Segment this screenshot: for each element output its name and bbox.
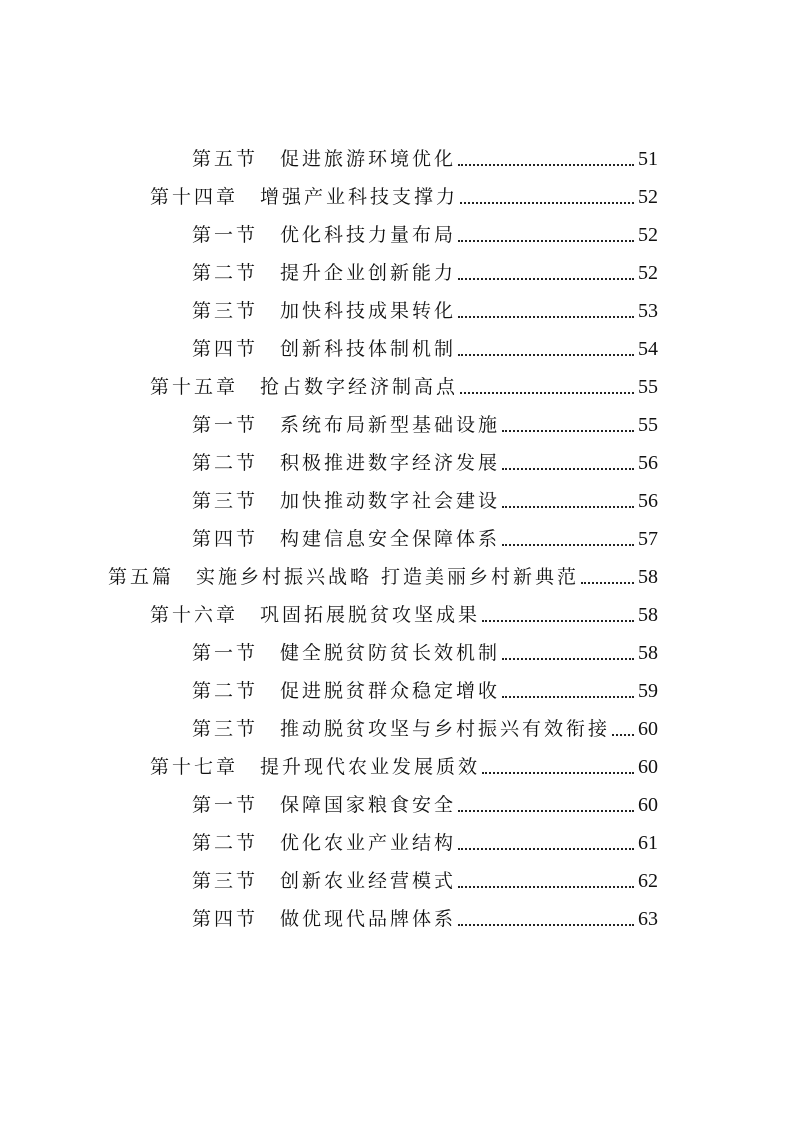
toc-entry[interactable] — [150, 752, 658, 782]
toc-entry-number: 第四节 — [192, 908, 259, 930]
dot-leader — [502, 544, 634, 546]
toc-entry-page: 54 — [638, 338, 658, 360]
toc-entry-number: 第三节 — [192, 300, 259, 322]
toc-entry-title: 促进脱贫群众稳定增收 — [280, 680, 501, 702]
toc-entry-title: 创新农业经营模式 — [280, 870, 457, 892]
toc-entry-page: 52 — [638, 186, 658, 208]
toc-entry-title: 提升现代农业发展质效 — [260, 756, 481, 778]
toc-entry-title: 增强产业科技支撑力 — [260, 186, 459, 208]
toc-entry[interactable] — [192, 410, 658, 440]
toc-entry-number: 第四节 — [192, 338, 259, 360]
dot-leader — [458, 164, 634, 166]
toc-entry-number: 第三节 — [192, 490, 259, 512]
toc-entry[interactable] — [150, 372, 658, 402]
toc-entry-page: 58 — [638, 642, 658, 664]
dot-leader — [482, 772, 634, 774]
toc-entry[interactable] — [192, 904, 658, 934]
dot-leader — [502, 430, 634, 432]
toc-entry-number: 第五节 — [192, 148, 259, 170]
toc-entry-page: 59 — [638, 680, 658, 702]
toc-entry-number: 第一节 — [192, 414, 259, 436]
toc-entry-title: 构建信息安全保障体系 — [280, 528, 501, 550]
toc-entry-title: 创新科技体制机制 — [280, 338, 457, 360]
toc-entry-title: 巩固拓展脱贫攻坚成果 — [260, 604, 481, 626]
toc-entry[interactable] — [192, 638, 658, 668]
toc-entry-title: 抢占数字经济制高点 — [260, 376, 459, 398]
toc-entry-page: 56 — [638, 490, 658, 512]
toc-entry[interactable] — [192, 790, 658, 820]
toc-entry-page: 52 — [638, 262, 658, 284]
toc-entry-title: 积极推进数字经济发展 — [280, 452, 501, 474]
dot-leader — [460, 392, 634, 394]
toc-entry-title: 实施乡村振兴战略 打造美丽乡村新典范 — [196, 566, 580, 588]
toc-entry-page: 55 — [638, 414, 658, 436]
toc-entry-page: 56 — [638, 452, 658, 474]
toc-entry-title: 提升企业创新能力 — [280, 262, 457, 284]
toc-entry-number: 第二节 — [192, 832, 259, 854]
dot-leader — [502, 658, 634, 660]
toc-entry-number: 第一节 — [192, 794, 259, 816]
dot-leader — [460, 202, 634, 204]
toc-entry[interactable] — [192, 258, 658, 288]
toc-entry-title: 加快科技成果转化 — [280, 300, 457, 322]
dot-leader — [458, 810, 634, 812]
toc-entry-page: 60 — [638, 756, 658, 778]
dot-leader — [502, 506, 634, 508]
dot-leader — [458, 278, 634, 280]
toc-entry-page: 53 — [638, 300, 658, 322]
toc-entry-page: 52 — [638, 224, 658, 246]
toc-entry-number: 第十七章 — [150, 756, 239, 778]
dot-leader — [458, 354, 634, 356]
toc-entry[interactable] — [108, 562, 658, 592]
toc-entry-title: 健全脱贫防贫长效机制 — [280, 642, 501, 664]
dot-leader — [458, 240, 634, 242]
dot-leader — [458, 316, 634, 318]
toc-entry-title: 保障国家粮食安全 — [280, 794, 457, 816]
toc-entry-number: 第一节 — [192, 224, 259, 246]
toc-entry-page: 55 — [638, 376, 658, 398]
dot-leader — [581, 582, 634, 584]
toc-entry[interactable] — [192, 714, 658, 744]
dot-leader — [458, 924, 634, 926]
toc-entry[interactable] — [192, 524, 658, 554]
toc-entry-page: 58 — [638, 604, 658, 626]
dot-leader — [458, 848, 634, 850]
toc-entry-number: 第二节 — [192, 452, 259, 474]
toc-entry-page: 51 — [638, 148, 658, 170]
toc-entry-number: 第三节 — [192, 870, 259, 892]
toc-entry-title: 优化科技力量布局 — [280, 224, 457, 246]
toc-entry-page: 60 — [638, 794, 658, 816]
toc-entry-page: 60 — [638, 718, 658, 740]
toc-entry-number: 第四节 — [192, 528, 259, 550]
toc-entry-number: 第三节 — [192, 718, 259, 740]
toc-entry-title: 推动脱贫攻坚与乡村振兴有效衔接 — [280, 718, 611, 740]
toc-entry-title: 加快推动数字社会建设 — [280, 490, 501, 512]
dot-leader — [458, 886, 634, 888]
toc-entry-number: 第五篇 — [108, 566, 175, 588]
dot-leader — [502, 696, 634, 698]
toc-entry-number: 第十四章 — [150, 186, 239, 208]
toc-entry[interactable] — [192, 866, 658, 896]
toc-entry[interactable] — [192, 334, 658, 364]
dot-leader — [612, 734, 634, 736]
toc-entry[interactable] — [192, 676, 658, 706]
toc-entry-number: 第一节 — [192, 642, 259, 664]
toc-entry-title: 促进旅游环境优化 — [280, 148, 457, 170]
toc-entry-title: 系统布局新型基础设施 — [280, 414, 501, 436]
toc-entry-page: 58 — [638, 566, 658, 588]
toc-entry-page: 63 — [638, 908, 658, 930]
toc-entry-number: 第二节 — [192, 680, 259, 702]
toc-entry[interactable] — [192, 144, 658, 174]
toc-entry-number: 第十五章 — [150, 376, 239, 398]
toc-entry-title: 优化农业产业结构 — [280, 832, 457, 854]
toc-entry-page: 61 — [638, 832, 658, 854]
toc-entry[interactable] — [150, 182, 658, 212]
toc-entry[interactable] — [192, 448, 658, 478]
toc-entry-page: 62 — [638, 870, 658, 892]
toc-entry-page: 57 — [638, 528, 658, 550]
toc-entry-number: 第十六章 — [150, 604, 239, 626]
dot-leader — [482, 620, 634, 622]
toc-entry[interactable] — [192, 828, 658, 858]
toc-entry-title: 做优现代品牌体系 — [280, 908, 457, 930]
toc-entry[interactable] — [150, 600, 658, 630]
toc-entry-number: 第二节 — [192, 262, 259, 284]
toc-entry[interactable] — [192, 296, 658, 326]
toc-entry[interactable] — [192, 486, 658, 516]
dot-leader — [502, 468, 634, 470]
toc-entry[interactable] — [192, 220, 658, 250]
